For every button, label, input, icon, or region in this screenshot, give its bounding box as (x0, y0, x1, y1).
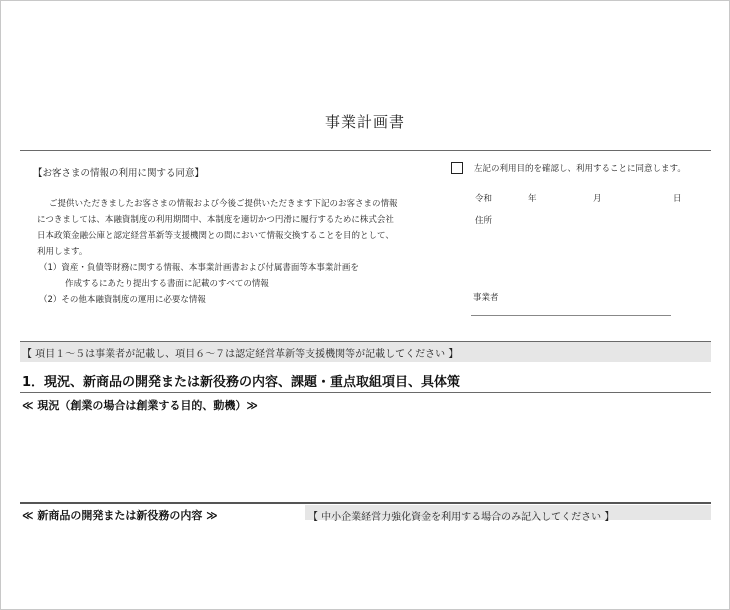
consent-paragraph-line: ご提供いただきましたお客さまの情報および今後ご提供いただきます下記のお客さまの情報 (49, 199, 398, 209)
year-label: 年 (528, 194, 537, 204)
era-label: 令和 (475, 194, 493, 204)
address-label: 住所 (475, 216, 493, 226)
month-label: 月 (593, 194, 602, 204)
consent-heading: 【お客さまの情報の利用に関する同意】 (33, 168, 205, 179)
fund-note: 【 中小企業経営力強化資金を利用する場合のみ記入してください 】 (308, 512, 615, 523)
current-situation-label: ≪ 現況（創業の場合は創業する目的、動機）≫ (22, 399, 258, 412)
section-1-divider (20, 392, 711, 393)
consent-item-1-continued: 作成するにあたり提出する書面に記載のすべての情報 (65, 279, 269, 289)
consent-item-1: （1）資産・負債等財務に関する情報、本事業計画書および付属書面等本事業計画を (39, 263, 359, 273)
title-divider (20, 150, 711, 151)
current-situation-divider (20, 502, 711, 504)
section-1-heading: 1．現況、新商品の開発または新役務の内容、課題・重点取組項目、具体策 (22, 375, 461, 390)
day-label: 日 (673, 194, 682, 204)
business-signature-line[interactable] (471, 315, 671, 316)
business-label: 事業者 (473, 293, 499, 303)
consent-checkbox[interactable] (451, 162, 463, 174)
consent-paragraph-line: 日本政策金融公庫と認定経営革新等支援機関との間において情報交換することを目的として、 (37, 231, 394, 241)
consent-checkbox-label: 左記の利用目的を確認し、利用することに同意します。 (474, 164, 686, 174)
consent-paragraph-line: につきましては、本融資制度の利用期間中、本制度を適切かつ円滑に履行するために株式会社 (37, 215, 394, 225)
consent-body (37, 196, 437, 308)
new-product-label: ≪ 新商品の開発または新役務の内容 ≫ (22, 509, 218, 522)
consent-paragraph-line: 利用します。 (37, 247, 88, 257)
document-title: 事業計画書 (324, 113, 405, 131)
instruction-note: 【 項目１～５は事業者が記載し、項目６～７は認定経営革新等支援機関等が記載してください 】 (22, 349, 459, 360)
consent-item-2: （2）その他本融資制度の運用に必要な情報 (39, 295, 206, 305)
